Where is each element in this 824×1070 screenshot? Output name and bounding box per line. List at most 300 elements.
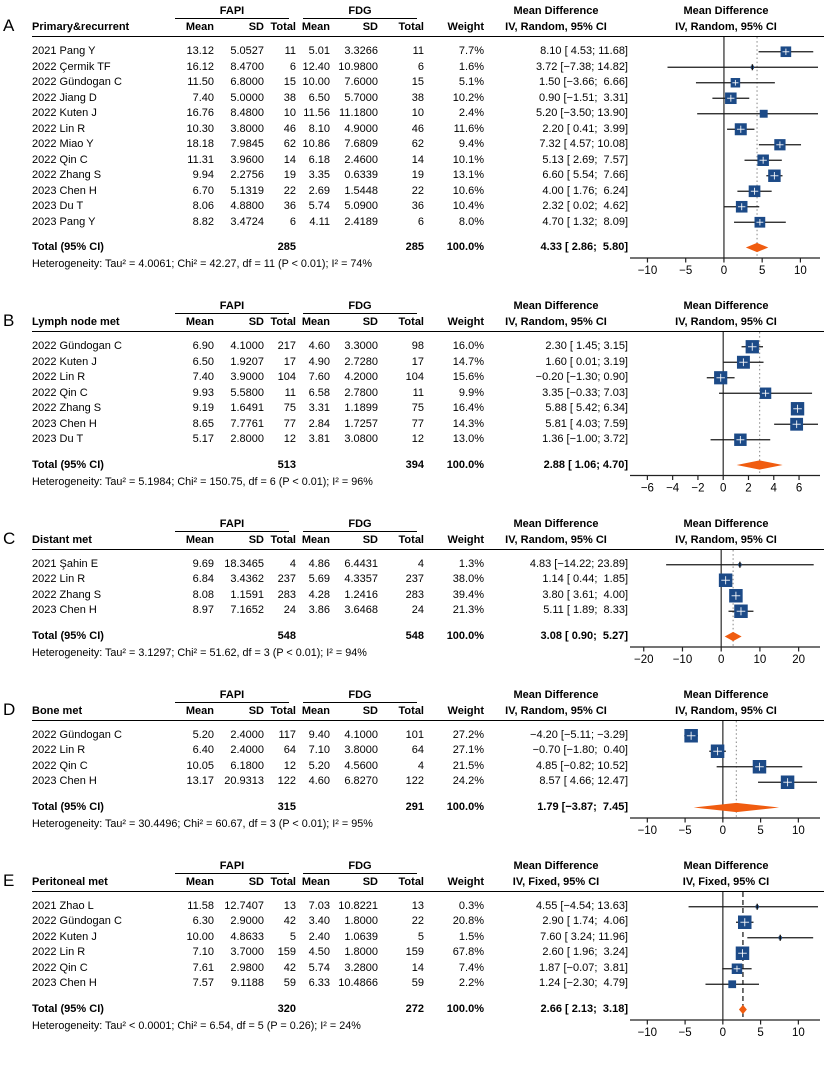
- study-name: 2022 Gündogan C: [32, 915, 122, 927]
- cell-md-ci: 6.60 [ 5.54; 7.66]: [542, 169, 628, 181]
- col-header-fapi-mean: Mean: [185, 533, 214, 546]
- study-name: 2023 Du T: [32, 200, 84, 212]
- effect-square: [728, 980, 736, 988]
- pooled-diamond: [746, 243, 768, 252]
- cell-fdg-mean: 7.03: [308, 899, 330, 912]
- cell-fdg-mean: 5.74: [308, 961, 330, 974]
- cell-fapi-mean: 16.76: [186, 107, 214, 119]
- group-header-fdg: [296, 859, 424, 874]
- cell-fdg-total: 159: [405, 946, 424, 958]
- forest-plot-C: [628, 550, 824, 667]
- cell-fdg-sd: 5.0900: [344, 200, 378, 212]
- cell-fapi-total: 10: [283, 107, 296, 119]
- group-label-fapi: FAPI: [175, 859, 289, 874]
- study-name: 2022 Gündogan C: [32, 76, 122, 88]
- col-header-fdg-sd: SD: [362, 21, 378, 33]
- cell-fdg-mean: 7.10: [308, 744, 330, 756]
- col-header-fdg-mean: Mean: [301, 21, 330, 33]
- cell-fapi-sd: 5.0527: [230, 45, 264, 57]
- cell-fdg-total: 22: [411, 915, 424, 927]
- effect-tick: [752, 64, 753, 70]
- col-header-fapi-mean: Mean: [185, 316, 214, 328]
- col-header-fapi-total: Total: [270, 316, 296, 328]
- total-weight: 100.0%: [446, 800, 484, 813]
- cell-fapi-sd: 4.8633: [230, 930, 264, 943]
- col-header-weight: Weight: [447, 533, 484, 546]
- cell-md-ci: 5.13 [ 2.69; 7.57]: [542, 153, 628, 166]
- study-name: 2021 Pang Y: [32, 45, 96, 57]
- col-header-fapi-total: Total: [270, 704, 296, 717]
- cell-fdg-mean: 3.86: [308, 604, 330, 616]
- cell-md-ci: 5.11 [ 1.89; 8.33]: [543, 604, 628, 616]
- x-axis-tick-label: 10: [791, 824, 805, 837]
- cell-fdg-mean: 7.60: [308, 371, 330, 383]
- cell-fdg-total: 77: [411, 417, 424, 430]
- col-header-fdg-total: Total: [398, 533, 424, 546]
- header-row-columns: [8, 19, 824, 35]
- study-name: 2022 Qin C: [32, 153, 88, 166]
- cell-fapi-sd: 7.1652: [230, 604, 264, 616]
- cell-fapi-mean: 11.50: [187, 76, 214, 88]
- col-header-fdg-mean: Mean: [301, 316, 330, 328]
- cell-weight: 9.9%: [458, 386, 484, 399]
- cell-fapi-total: 11: [284, 386, 296, 399]
- cell-fdg-total: 5: [417, 930, 424, 943]
- col-header-fdg-total: Total: [398, 316, 424, 328]
- cell-fapi-total: 17: [283, 355, 296, 368]
- cell-weight: 14.3%: [452, 417, 484, 430]
- cell-md-ci: 2.60 [ 1.96; 3.24]: [542, 946, 628, 958]
- cell-fdg-sd: 1.1899: [344, 402, 378, 414]
- cell-fdg-mean: 10.86: [302, 138, 330, 150]
- pooled-diamond: [725, 631, 742, 640]
- heterogeneity-text: Heterogeneity: Tau² = 3.1297; Chi² = 51.62, df = 3 (P < 0.01); I² = 94%: [32, 646, 367, 659]
- header-row-groups: [8, 517, 824, 532]
- group-label-fdg: FDG: [303, 4, 417, 19]
- cell-fapi-sd: 3.4724: [230, 215, 264, 228]
- forest-panel-E: [0, 859, 824, 1049]
- cell-fapi-sd: 2.4000: [230, 728, 264, 741]
- x-axis-tick-label: −20: [633, 653, 654, 666]
- cell-fapi-mean: 6.50: [192, 355, 214, 368]
- cell-fapi-total: 62: [283, 138, 296, 150]
- cell-fdg-mean: 3.35: [308, 169, 330, 181]
- cell-fdg-mean: 4.60: [308, 775, 330, 787]
- figure-root: [0, 4, 824, 1049]
- cell-fapi-sd: 18.3465: [224, 557, 264, 570]
- cell-fdg-total: 17: [411, 355, 424, 368]
- col-header-effect-model: IV, Random, 95% CI: [505, 21, 607, 33]
- cell-fdg-sd: 3.6468: [344, 604, 378, 616]
- heterogeneity-text: Heterogeneity: Tau² = 30.4496; Chi² = 60.67, df = 3 (P < 0.01); I² = 95%: [32, 817, 373, 830]
- cell-fdg-total: 11: [412, 386, 424, 399]
- total-fapi-n: 513: [277, 458, 296, 471]
- cell-fdg-mean: 6.18: [308, 153, 330, 166]
- total-label: Total (95% CI): [32, 629, 104, 642]
- cell-fapi-sd: 8.4700: [230, 60, 264, 73]
- panel-subgroup-label: Distant met: [32, 533, 92, 546]
- study-name: 2023 Pang Y: [32, 215, 96, 228]
- cell-fapi-mean: 9.19: [192, 402, 214, 414]
- cell-fdg-total: 46: [411, 122, 424, 135]
- cell-weight: 2.4%: [458, 107, 484, 119]
- cell-fdg-total: 19: [411, 169, 424, 181]
- cell-fdg-sd: 4.3357: [344, 573, 378, 585]
- cell-md-ci: 4.70 [ 1.32; 8.09]: [542, 215, 628, 228]
- study-name: 2022 Kuten J: [32, 107, 97, 119]
- total-md-ci: 1.79 [−3.87; 7.45]: [537, 800, 628, 813]
- forest-plot-E: [628, 892, 824, 1040]
- effect-header-plot: Mean Difference: [683, 517, 769, 530]
- x-axis-tick-label: −4: [666, 482, 680, 495]
- cell-weight: 5.1%: [458, 76, 484, 88]
- panel-letter: A: [3, 16, 15, 35]
- cell-weight: 14.7%: [452, 355, 484, 368]
- cell-fapi-mean: 5.20: [192, 728, 214, 741]
- cell-fdg-sd: 3.2800: [344, 961, 378, 974]
- cell-fdg-mean: 4.90: [308, 355, 330, 368]
- cell-md-ci: 1.24 [−2.30; 4.79]: [539, 977, 628, 989]
- cell-fdg-mean: 5.20: [308, 759, 330, 772]
- cell-weight: 10.4%: [452, 200, 484, 212]
- plot-header-effect-model: IV, Random, 95% CI: [675, 316, 777, 328]
- cell-md-ci: 4.00 [ 1.76; 6.24]: [542, 184, 628, 197]
- total-fdg-n: 394: [405, 458, 424, 471]
- cell-fapi-sd: 2.4000: [230, 744, 264, 756]
- panel-subgroup-label: Lymph node met: [32, 316, 120, 328]
- forest-panel-B: [0, 299, 824, 505]
- col-header-fapi-mean: Mean: [185, 875, 214, 888]
- total-weight: 100.0%: [446, 629, 484, 642]
- study-name: 2022 Zhang S: [32, 169, 102, 181]
- cell-weight: 39.4%: [452, 588, 484, 601]
- plot-header-effect-model: IV, Fixed, 95% CI: [682, 875, 770, 888]
- cell-fapi-total: 77: [283, 417, 296, 430]
- total-fapi-n: 285: [277, 241, 296, 253]
- x-axis-tick-label: 0: [717, 653, 725, 666]
- cell-fdg-mean: 3.81: [308, 433, 330, 445]
- effect-header-text: Mean Difference: [513, 517, 599, 530]
- cell-fdg-sd: 3.3000: [344, 340, 378, 352]
- group-header-fdg: [296, 688, 424, 703]
- cell-weight: 16.4%: [452, 402, 484, 414]
- cell-fdg-total: 104: [405, 371, 424, 383]
- cell-fdg-total: 11: [412, 45, 424, 57]
- cell-fapi-sd: 3.9600: [230, 153, 264, 166]
- group-label-fapi: FAPI: [175, 4, 289, 19]
- panel-subgroup-label: Peritoneal met: [32, 875, 108, 888]
- cell-fdg-total: 283: [405, 588, 424, 601]
- col-header-effect-model: IV, Fixed, 95% CI: [512, 875, 600, 888]
- cell-fdg-sd: 2.4189: [344, 215, 378, 228]
- cell-fdg-mean: 3.31: [308, 402, 330, 414]
- cell-md-ci: 7.60 [ 3.24; 11.96]: [540, 930, 628, 943]
- cell-fdg-total: 75: [411, 402, 424, 414]
- cell-fdg-total: 6: [417, 215, 424, 228]
- col-header-fapi-mean: Mean: [185, 21, 214, 33]
- study-name: 2022 Miao Y: [32, 138, 94, 150]
- cell-fapi-total: 117: [278, 728, 296, 741]
- x-axis-tick-label: 0: [719, 824, 727, 837]
- cell-fdg-mean: 9.40: [308, 728, 330, 741]
- cell-md-ci: 2.20 [ 0.41; 3.99]: [542, 122, 628, 135]
- cell-fapi-sd: 2.9000: [230, 915, 264, 927]
- cell-fdg-sd: 6.4431: [344, 557, 378, 570]
- x-axis-tick-label: 5: [757, 1026, 764, 1039]
- x-axis-tick-label: 6: [795, 482, 803, 495]
- cell-fapi-total: 122: [277, 775, 296, 787]
- cell-weight: 38.0%: [452, 573, 484, 585]
- pooled-diamond: [739, 1004, 747, 1013]
- cell-fapi-sd: 8.4800: [230, 107, 264, 119]
- cell-fapi-mean: 8.65: [192, 417, 214, 430]
- panel-subgroup-label: Bone met: [32, 704, 83, 717]
- cell-fdg-sd: 3.3266: [344, 45, 378, 57]
- cell-fdg-mean: 4.11: [309, 215, 330, 228]
- cell-weight: 8.0%: [458, 215, 484, 228]
- x-axis-tick-label: −5: [678, 1026, 692, 1039]
- cell-weight: 9.4%: [458, 138, 484, 150]
- col-header-fapi-sd: SD: [248, 875, 264, 888]
- cell-fdg-sd: 1.0639: [344, 930, 378, 943]
- effect-header-text: Mean Difference: [513, 300, 599, 312]
- cell-fdg-total: 122: [405, 775, 424, 787]
- cell-fapi-sd: 7.7761: [230, 417, 264, 430]
- cell-fapi-mean: 9.69: [192, 557, 214, 570]
- cell-md-ci: 1.14 [ 0.44; 1.85]: [542, 573, 628, 585]
- study-name: 2022 Gündogan C: [32, 340, 122, 352]
- group-label-fapi: FAPI: [175, 688, 289, 703]
- cell-weight: 67.8%: [452, 946, 484, 958]
- cell-fdg-mean: 5.01: [308, 45, 330, 57]
- cell-weight: 2.2%: [458, 977, 484, 989]
- study-name: 2023 Chen H: [32, 184, 97, 197]
- col-header-fdg-sd: SD: [362, 533, 378, 546]
- cell-fdg-mean: 2.84: [308, 417, 330, 430]
- col-header-fapi-sd: SD: [248, 704, 264, 717]
- cell-fapi-mean: 10.05: [186, 759, 214, 772]
- cell-fdg-mean: 5.69: [308, 573, 330, 585]
- cell-fdg-sd: 10.9800: [338, 60, 378, 73]
- effect-header-text: Mean Difference: [513, 859, 599, 872]
- cell-fapi-sd: 2.8000: [230, 433, 264, 445]
- cell-fapi-total: 217: [277, 340, 296, 352]
- col-header-fapi-mean: Mean: [185, 704, 214, 717]
- col-header-effect-model: IV, Random, 95% CI: [505, 704, 607, 717]
- cell-fdg-mean: 4.28: [308, 588, 330, 601]
- cell-fdg-mean: 6.33: [308, 977, 330, 989]
- cell-fdg-mean: 11.56: [303, 107, 330, 119]
- cell-fapi-mean: 16.12: [186, 60, 214, 73]
- cell-fdg-total: 62: [411, 138, 424, 150]
- cell-fdg-mean: 2.69: [308, 184, 330, 197]
- total-fdg-n: 291: [405, 800, 424, 813]
- col-header-fapi-sd: SD: [248, 21, 264, 33]
- cell-fapi-sd: 6.1800: [230, 759, 264, 772]
- cell-fdg-mean: 3.40: [308, 915, 330, 927]
- study-name: 2022 Lin R: [32, 744, 86, 756]
- cell-fapi-sd: 7.9845: [230, 138, 264, 150]
- cell-weight: 1.3%: [458, 557, 484, 570]
- cell-fapi-total: 14: [283, 153, 296, 166]
- cell-md-ci: 8.57 [ 4.66; 12.47]: [539, 775, 628, 787]
- x-axis-tick-label: −6: [640, 482, 654, 495]
- cell-fdg-total: 22: [411, 184, 424, 197]
- cell-fapi-total: 12: [283, 433, 296, 445]
- col-header-fdg-mean: Mean: [301, 533, 330, 546]
- header-row-groups: [8, 688, 824, 703]
- cell-fapi-total: 59: [283, 977, 296, 989]
- cell-fdg-mean: 4.60: [308, 340, 330, 352]
- cell-md-ci: 8.10 [ 4.53; 11.68]: [540, 45, 628, 57]
- cell-fdg-sd: 1.8000: [344, 915, 378, 927]
- col-header-weight: Weight: [447, 875, 484, 888]
- cell-fdg-total: 14: [411, 153, 424, 166]
- col-header-fdg-sd: SD: [362, 704, 378, 717]
- panel-letter: E: [3, 870, 15, 890]
- cell-md-ci: 0.90 [−1.51; 3.31]: [539, 91, 628, 104]
- study-name: 2023 Chen H: [32, 417, 97, 430]
- cell-fapi-mean: 7.61: [192, 961, 214, 974]
- forest-panel-D: [0, 688, 824, 847]
- cell-fdg-total: 4: [417, 557, 424, 570]
- cell-weight: 16.0%: [452, 340, 484, 352]
- col-header-weight: Weight: [447, 704, 484, 717]
- cell-fapi-total: 42: [283, 915, 296, 927]
- cell-fdg-total: 24: [411, 604, 424, 616]
- group-header-fapi: [168, 517, 296, 532]
- cell-fapi-total: 159: [277, 946, 296, 958]
- col-header-fdg-mean: Mean: [301, 704, 330, 717]
- cell-fdg-sd: 5.7000: [344, 91, 378, 104]
- cell-fapi-mean: 8.08: [192, 588, 214, 601]
- cell-fapi-total: 22: [283, 184, 296, 197]
- cell-md-ci: −0.70 [−1.80; 0.40]: [532, 744, 628, 756]
- cell-fdg-sd: 10.8221: [338, 899, 378, 912]
- cell-fapi-sd: 2.9800: [230, 961, 264, 974]
- plot-header-effect-model: IV, Random, 95% CI: [675, 21, 777, 33]
- cell-fapi-total: 64: [283, 744, 296, 756]
- cell-weight: 7.4%: [458, 961, 484, 974]
- cell-fdg-total: 64: [411, 744, 424, 756]
- col-header-fdg-mean: Mean: [301, 875, 330, 888]
- cell-fdg-mean: 12.40: [302, 60, 330, 73]
- study-name: 2022 Lin R: [32, 573, 86, 585]
- study-name: 2021 Zhao L: [32, 899, 94, 912]
- heterogeneity-text: Heterogeneity: Tau² < 0.0001; Chi² = 6.54, df = 5 (P = 0.26); I² = 24%: [32, 1019, 361, 1032]
- forest-plot-B: [628, 332, 824, 496]
- group-header-fdg: [296, 517, 424, 532]
- cell-fapi-mean: 11.58: [187, 899, 214, 912]
- x-axis-tick-label: −2: [691, 482, 705, 495]
- cell-fapi-sd: 6.8000: [230, 76, 264, 88]
- header-row-groups: [8, 859, 824, 874]
- cell-fapi-total: 24: [283, 604, 296, 616]
- x-axis-tick-label: −5: [679, 265, 693, 277]
- col-header-weight: Weight: [447, 316, 484, 328]
- group-header-fapi: [168, 688, 296, 703]
- cell-weight: 21.5%: [452, 759, 484, 772]
- header-row-columns: [8, 532, 824, 548]
- cell-fapi-sd: 20.9313: [224, 775, 264, 787]
- total-fapi-n: 548: [277, 629, 296, 642]
- cell-fapi-total: 15: [283, 76, 296, 88]
- cell-fapi-total: 237: [277, 573, 296, 585]
- study-name: 2022 Zhang S: [32, 402, 102, 414]
- x-axis-tick-label: 0: [719, 1026, 727, 1039]
- cell-fapi-sd: 2.2756: [230, 169, 264, 181]
- cell-md-ci: 4.83 [−14.22; 23.89]: [529, 557, 628, 570]
- x-axis-tick-label: 10: [791, 1026, 805, 1039]
- x-axis-tick-label: 5: [758, 265, 766, 277]
- forest-panel-C: [0, 517, 824, 676]
- col-header-fdg-total: Total: [398, 21, 424, 33]
- pooled-diamond: [737, 460, 783, 469]
- group-label-fapi: FAPI: [175, 517, 289, 532]
- cell-fapi-mean: 13.12: [186, 45, 214, 57]
- cell-fdg-total: 14: [411, 961, 424, 974]
- x-axis-tick-label: −5: [678, 824, 692, 837]
- cell-weight: 20.8%: [452, 915, 484, 927]
- cell-fdg-sd: 2.7280: [344, 355, 378, 368]
- cell-fapi-mean: 6.30: [192, 915, 214, 927]
- cell-fdg-sd: 7.6809: [344, 138, 378, 150]
- cell-md-ci: 2.32 [ 0.02; 4.62]: [542, 200, 628, 212]
- cell-md-ci: 1.87 [−0.07; 3.81]: [539, 961, 628, 974]
- forest-plot-A: [628, 37, 824, 278]
- cell-fapi-total: 104: [277, 371, 296, 383]
- cell-md-ci: 5.20 [−3.50; 13.90]: [535, 107, 628, 119]
- cell-fapi-mean: 7.40: [192, 371, 214, 383]
- study-name: 2022 Kuten J: [32, 930, 97, 943]
- cell-fapi-total: 12: [283, 759, 296, 772]
- cell-fapi-total: 36: [283, 200, 296, 212]
- cell-fapi-mean: 5.17: [192, 433, 214, 445]
- effect-header-plot: Mean Difference: [683, 688, 769, 701]
- group-header-fdg: [296, 299, 424, 314]
- total-md-ci: 2.88 [ 1.06; 4.70]: [543, 458, 628, 471]
- cell-fapi-total: 46: [283, 122, 296, 135]
- total-label: Total (95% CI): [32, 458, 104, 471]
- cell-fapi-total: 19: [283, 169, 296, 181]
- col-header-fapi-sd: SD: [248, 533, 264, 546]
- effect-tick: [757, 903, 758, 909]
- effect-square: [760, 110, 768, 118]
- cell-fdg-sd: 1.2416: [344, 588, 378, 601]
- cell-fdg-sd: 2.4600: [344, 153, 378, 166]
- cell-weight: 27.1%: [452, 744, 484, 756]
- cell-fapi-mean: 6.84: [192, 573, 214, 585]
- total-label: Total (95% CI): [32, 1002, 104, 1015]
- study-name: 2021 Şahin E: [32, 557, 99, 570]
- cell-fapi-total: 6: [289, 215, 296, 228]
- cell-fapi-total: 283: [277, 588, 296, 601]
- cell-fapi-total: 5: [289, 930, 296, 943]
- cell-fapi-sd: 1.9207: [230, 355, 264, 368]
- cell-fdg-total: 10: [411, 107, 424, 119]
- cell-fapi-mean: 6.90: [192, 340, 214, 352]
- cell-weight: 0.3%: [458, 899, 484, 912]
- group-header-fdg: [296, 4, 424, 19]
- cell-weight: 11.6%: [453, 122, 484, 135]
- cell-fdg-sd: 3.0800: [344, 433, 378, 445]
- cell-fapi-total: 11: [284, 45, 296, 57]
- cell-weight: 7.7%: [458, 45, 484, 57]
- cell-fdg-mean: 10.00: [302, 76, 330, 88]
- col-header-fapi-total: Total: [270, 533, 296, 546]
- group-label-fdg: FDG: [303, 859, 417, 874]
- group-header-fapi: [168, 859, 296, 874]
